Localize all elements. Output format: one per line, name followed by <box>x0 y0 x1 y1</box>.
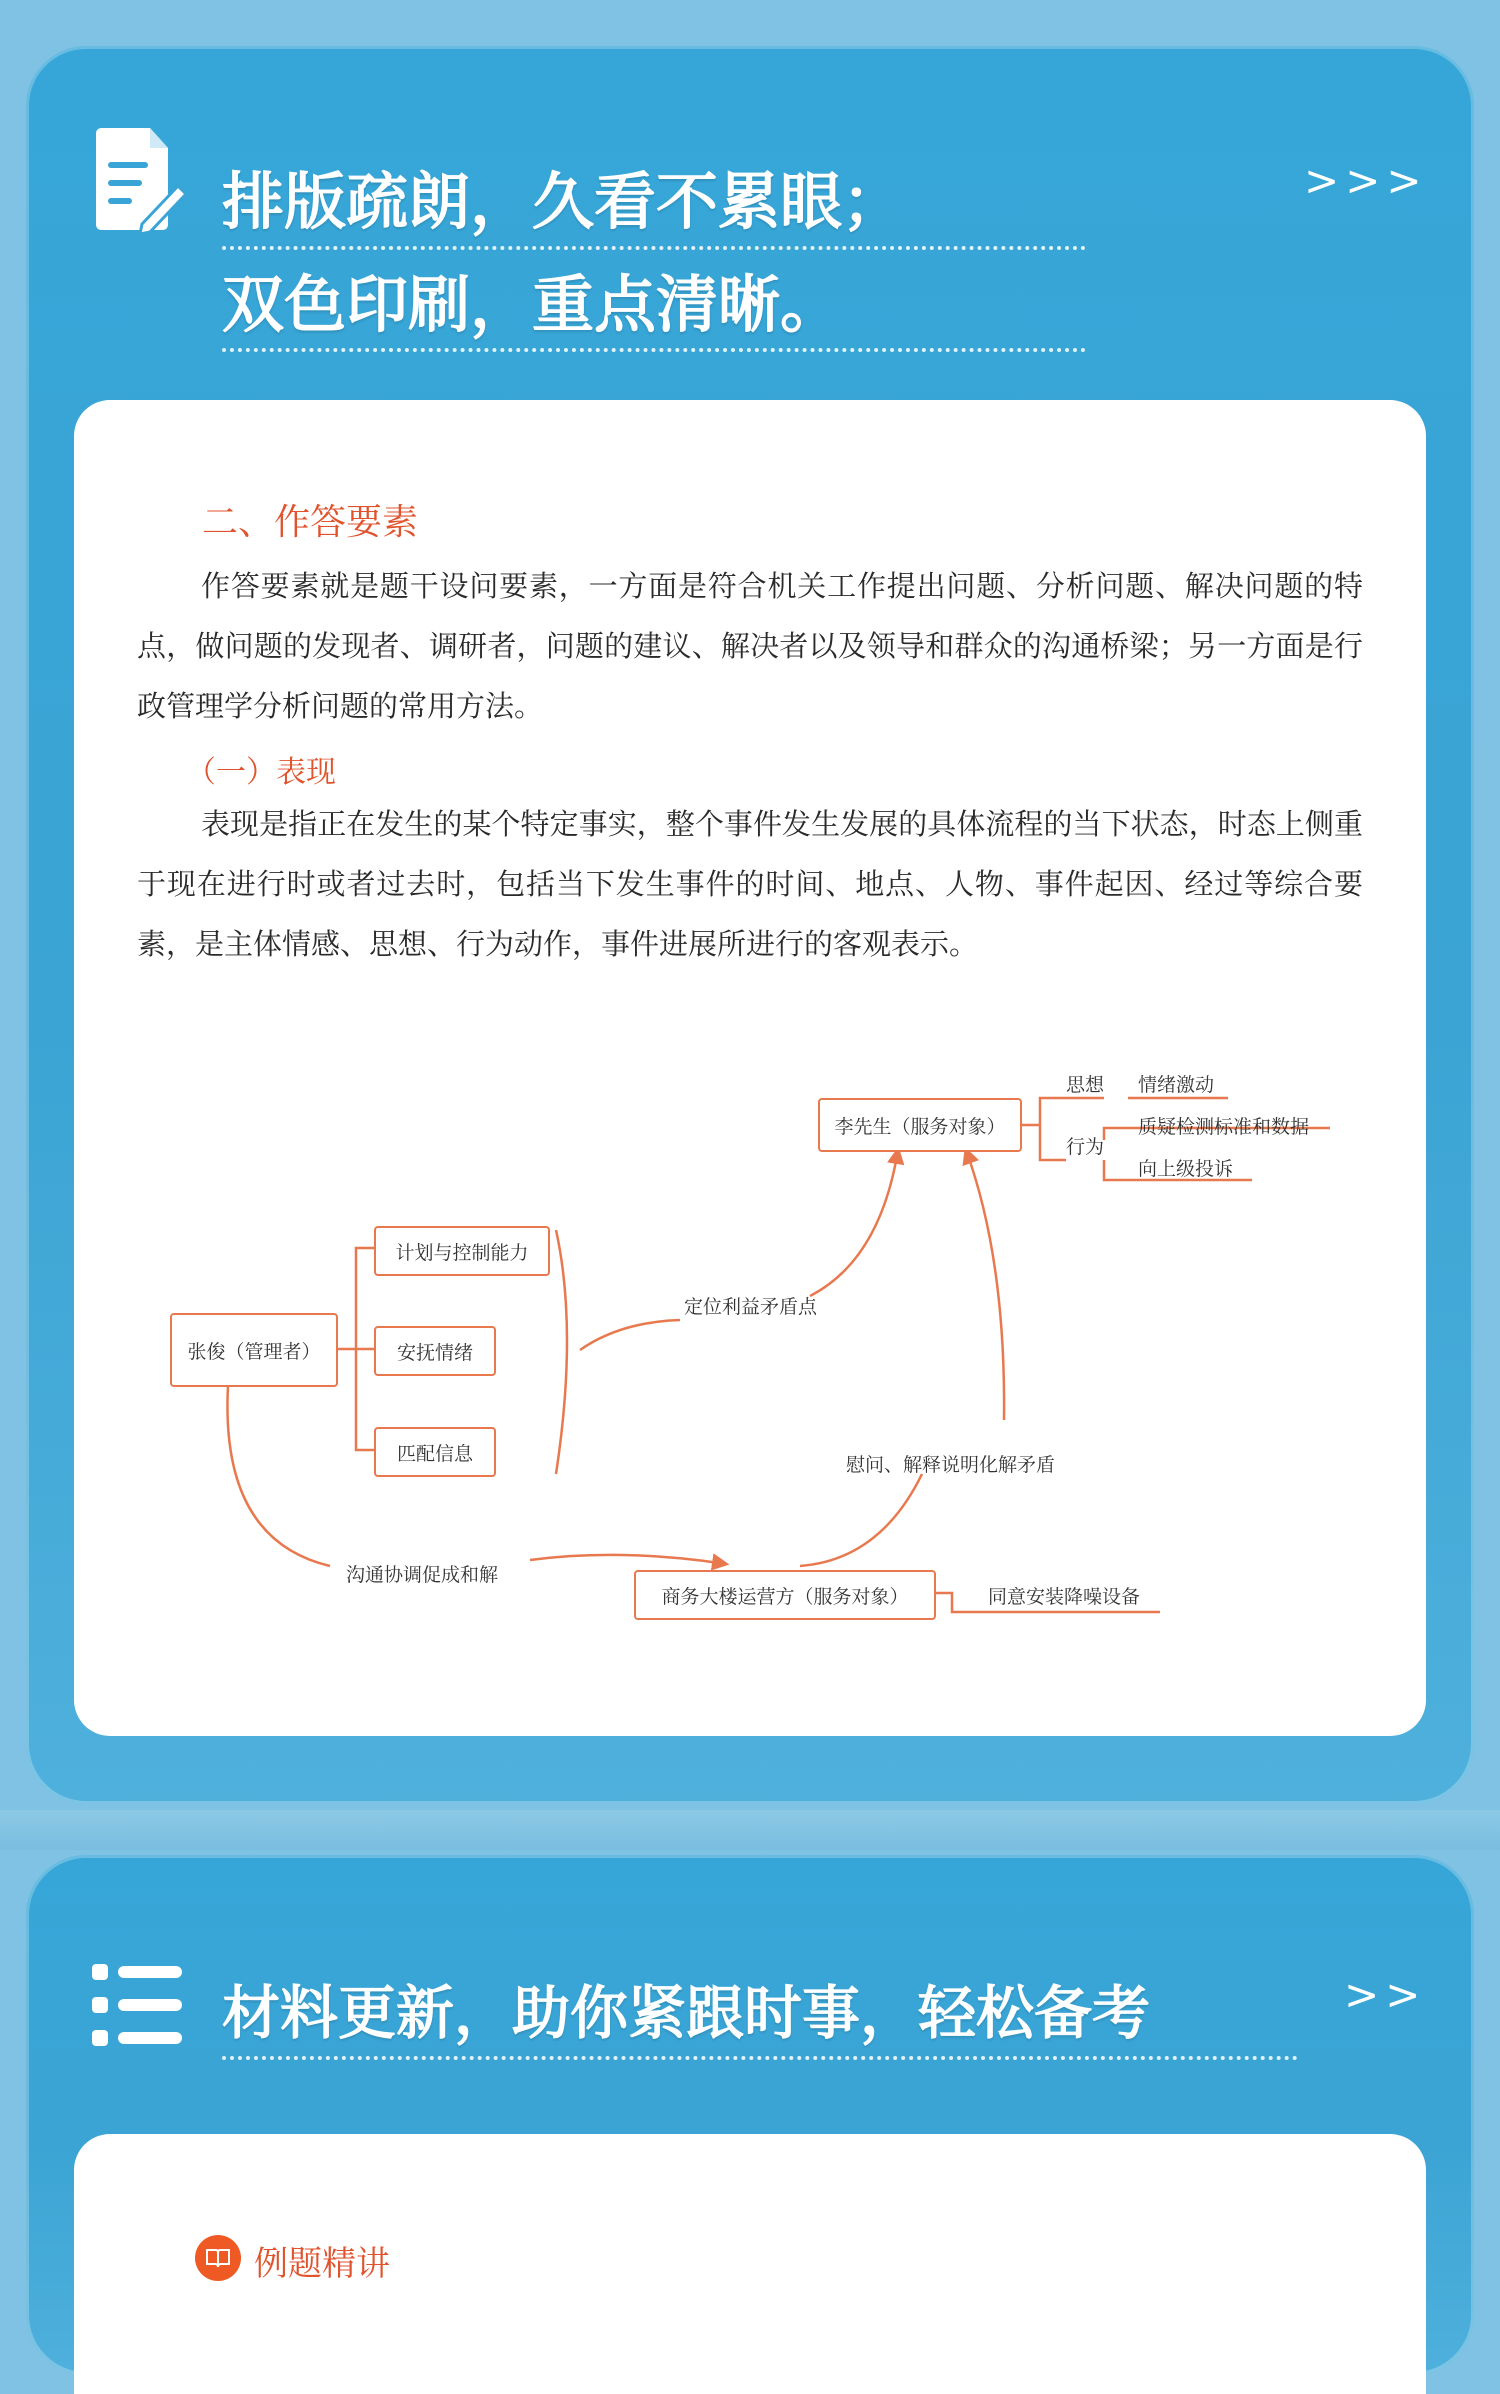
label-question-data: 质疑检测标准和数据 <box>1138 1116 1310 1138</box>
heading-line2: 双色印刷，重点清晰。 <box>222 268 843 341</box>
label-emotion: 情绪激动 <box>1138 1074 1215 1096</box>
arrows-decoration-2: >> <box>1344 1970 1427 2019</box>
arrows-decoration: >>> <box>1304 156 1428 205</box>
book-badge-icon <box>195 2235 241 2281</box>
label-communicate: 沟通协调促成和解 <box>346 1564 499 1586</box>
label-complain: 向上级投诉 <box>1138 1158 1234 1180</box>
node-match-info: 匹配信息 <box>374 1427 496 1477</box>
label-behavior: 行为 <box>1066 1136 1105 1158</box>
section-subsubtitle: （一）表现 <box>186 755 336 790</box>
label-locate-conflict: 定位利益矛盾点 <box>684 1296 818 1318</box>
heading-materials: 材料更新，助你紧跟时事，轻松备考 <box>222 1979 1151 2047</box>
node-calm-emotion: 安抚情绪 <box>374 1326 496 1376</box>
paragraph-answer-elements: 作答要素就是题干设问要素，一方面是符合机关工作提出问题、分析问题、解决问题的特点，做问题的发现者、调研者，问题的建议、解决者以及领导和群众的沟通桥梁；另一方面是行政管理学分析问题的常用方法。 <box>137 569 1363 723</box>
node-zhang-manager: 张俊（管理者） <box>170 1313 338 1387</box>
node-plan-control: 计划与控制能力 <box>374 1226 550 1276</box>
book-icon <box>205 2247 231 2269</box>
heading-line1: 排版疏朗，久看不累眼； <box>222 165 905 238</box>
list-icon <box>92 1962 184 2048</box>
label-agree-install: 同意安装降噪设备 <box>988 1586 1141 1608</box>
heading-underline3 <box>222 2056 1298 2060</box>
node-building-operator: 商务大楼运营方（服务对象） <box>634 1570 936 1620</box>
label-thought: 思想 <box>1066 1074 1105 1096</box>
section-subtitle: 二、作答要素 <box>202 502 419 543</box>
node-li-client: 李先生（服务对象） <box>818 1098 1022 1152</box>
label-comfort-explain: 慰问、解释说明化解矛盾 <box>846 1454 1056 1476</box>
paragraph-performance: 表现是指正在发生的某个特定事实，整个事件发生发展的具体流程的当下状态，时态上侧重于现在进行时或者过去时，包括当下发生事件的时间、地点、人物、事件起因、经过等综合要素，是主体情感、思想、行为动作，事件进展所进行的客观表示。 <box>137 807 1363 961</box>
example-title: 例题精讲 <box>254 2244 390 2284</box>
